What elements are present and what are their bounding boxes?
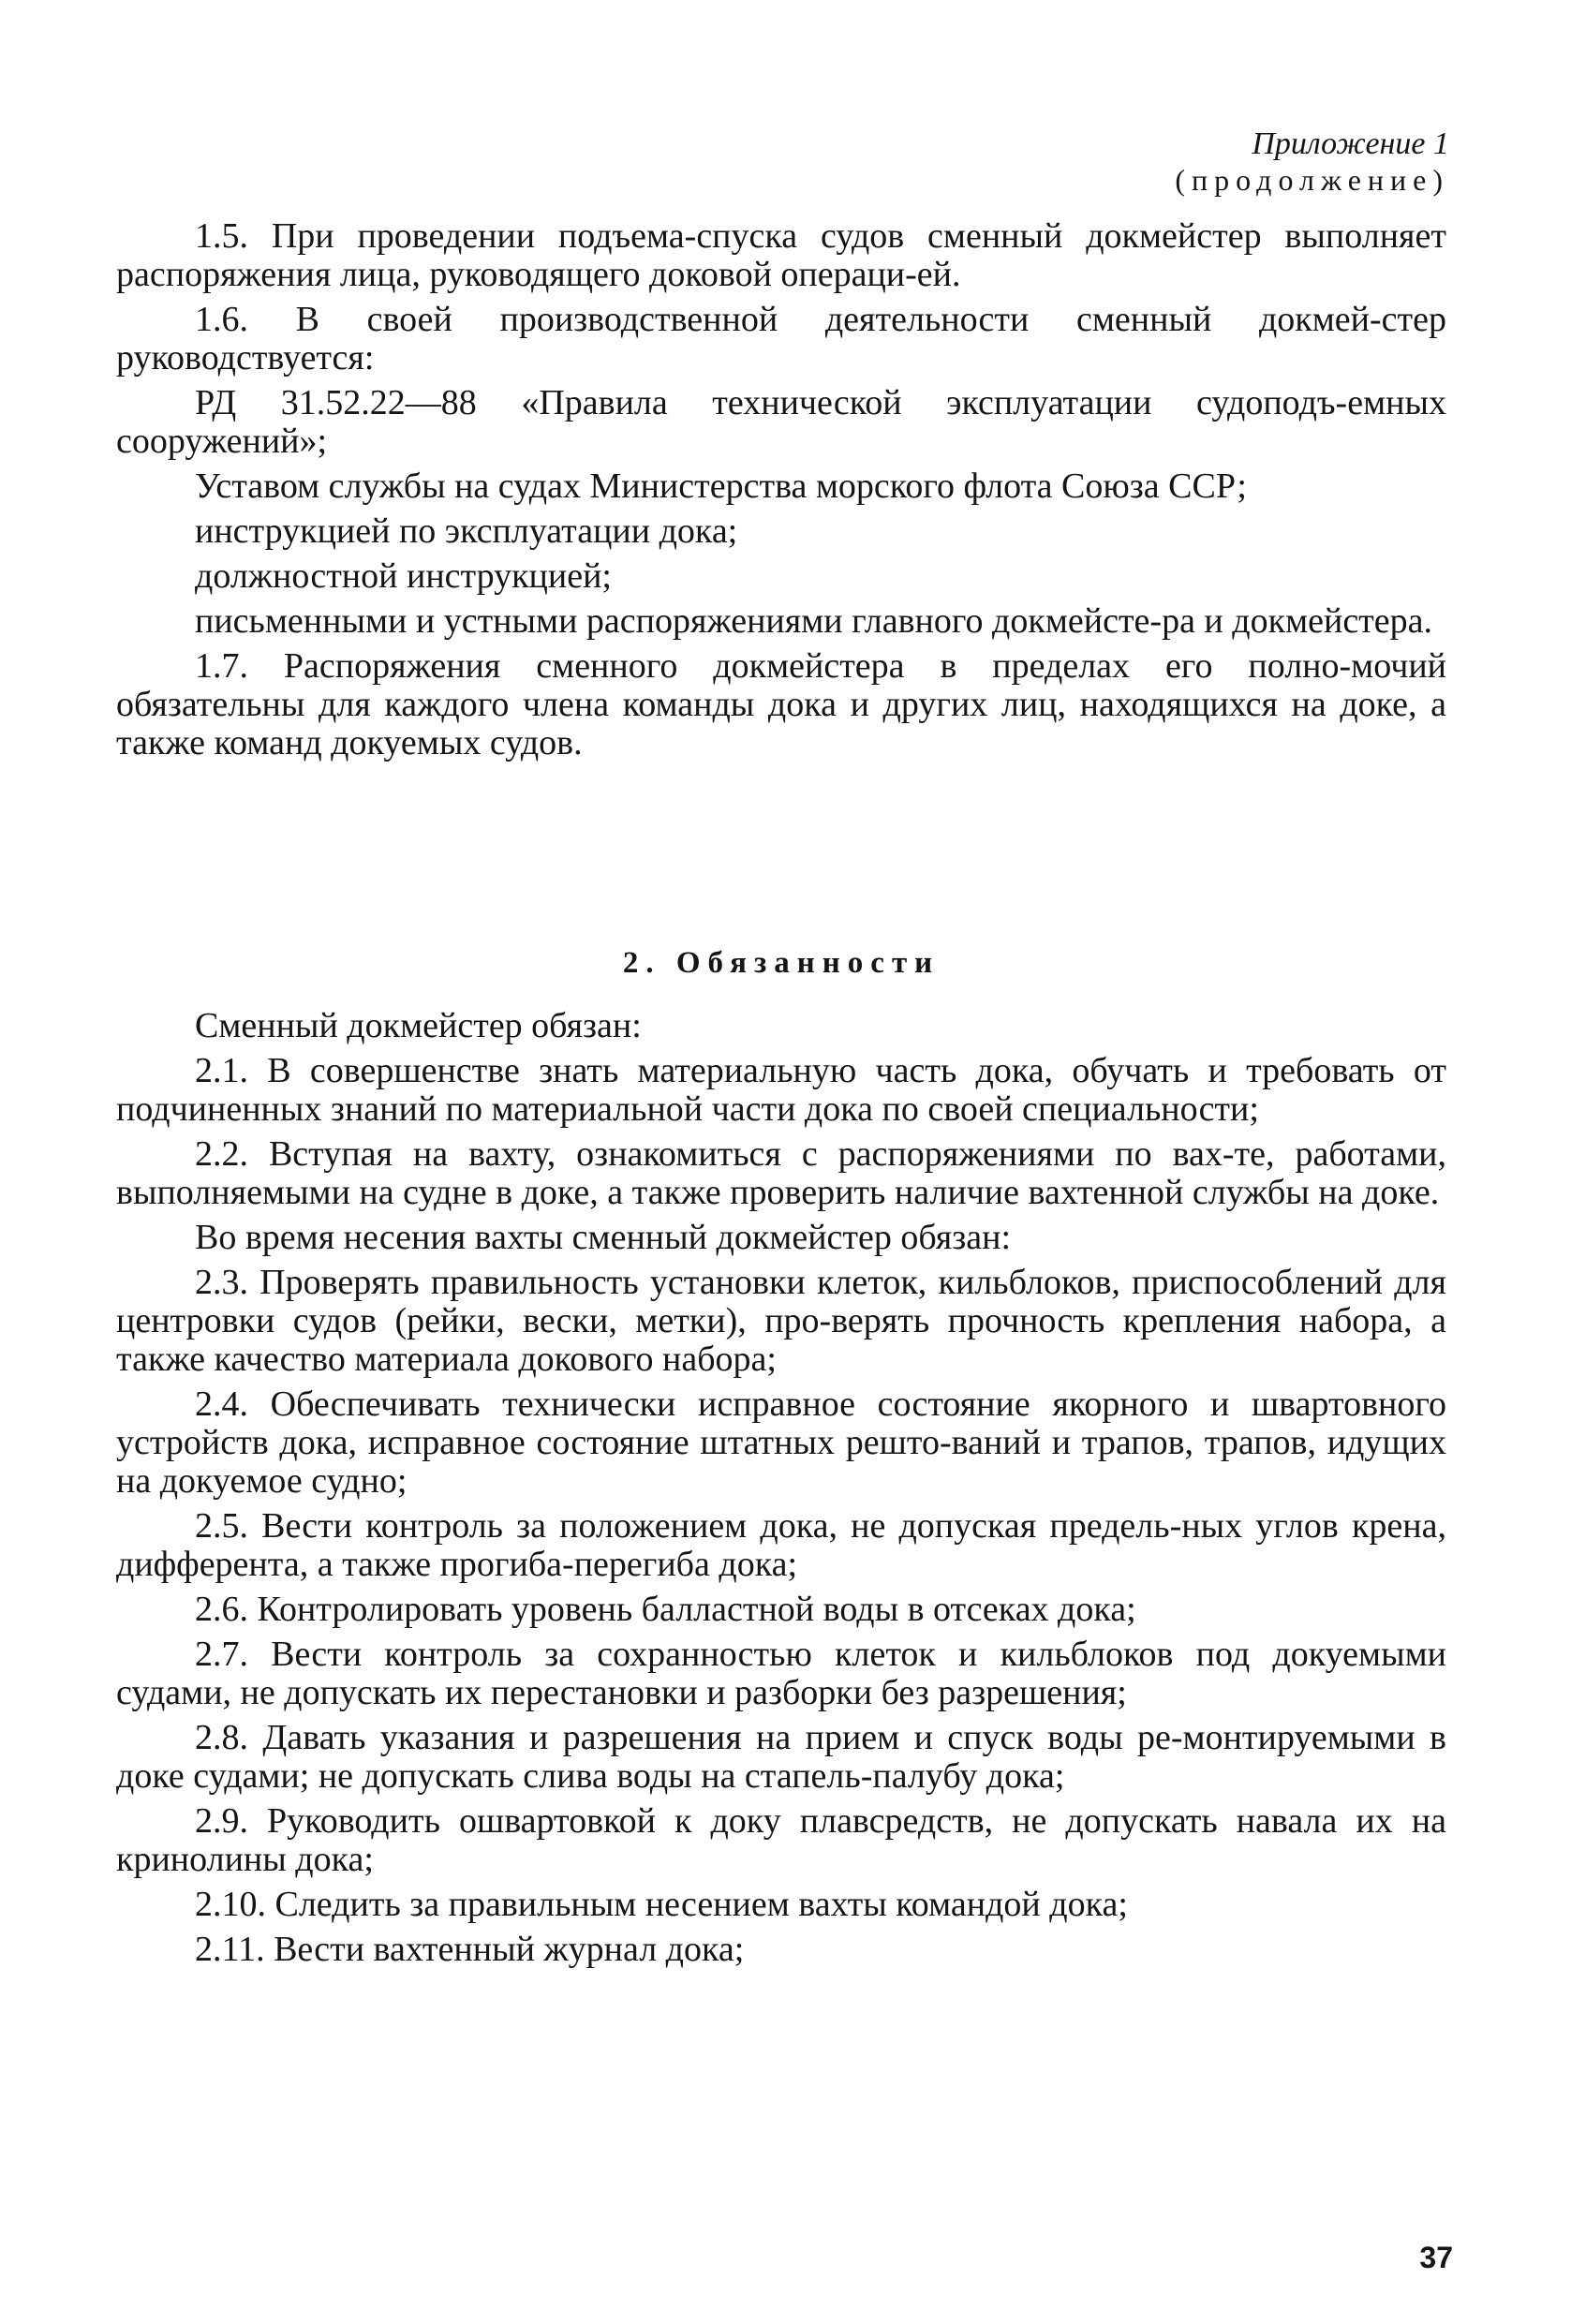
paragraph-1-7: 1.7. Распоряжения сменного докмейстера в пределах его полно-мочий обязательны для каждого члена команды дока и других лиц, находящихся на доке, а также команд докуемых судов. (116, 646, 1446, 762)
paragraph-2-6: 2.6. Контролировать уровень балластной воды в отсеках дока; (195, 1590, 1136, 1629)
paragraph-2-8: 2.8. Давать указания и разрешения на прием и спуск воды ре-монтируемыми в доке судами; не допускать слива воды на стапель-палубу дока; (116, 1718, 1446, 1796)
continuation-label: (продолжение) (1175, 163, 1449, 197)
paragraph-service-charter: Уставом службы на судах Министерства морского флота Союза ССР; (195, 466, 1247, 506)
section-1-text (116, 217, 1446, 769)
paragraph-watch-intro: Во время несения вахты сменный докмейстер обязан: (195, 1218, 1012, 1257)
paragraph-2-1: 2.1. В совершенстве знать материальную часть дока, обучать и требовать от подчиненных знаний по материальной части дока по своей специальности; (116, 1051, 1446, 1129)
page-number: 37 (1419, 2241, 1453, 2274)
paragraph-job-instruction: должностной инструкцией; (195, 556, 612, 596)
appendix-note (1175, 126, 1449, 198)
paragraph-dock-instruction: инструкцией по эксплуатации дока; (195, 511, 738, 551)
paragraph-2-10: 2.10. Следить за правильным несением вахты командой дока; (195, 1885, 1128, 1924)
paragraph-duties-intro: Сменный докмейстер обязан: (195, 1006, 642, 1045)
paragraph-2-9: 2.9. Руководить ошвартовкой к доку плавсредств, не допускать навала их на кринолины дока; (116, 1801, 1446, 1879)
appendix-label: Приложение 1 (1252, 126, 1449, 161)
paragraph-2-11: 2.11. Вести вахтенный журнал дока; (195, 1930, 745, 1969)
paragraph-written-orders: письменными и устными распоряжениями главного докмейсте-ра и докмейстера. (195, 601, 1433, 641)
paragraph-1-6: 1.6. В своей производственной деятельности сменный докмей-стер руководствуется: (116, 300, 1446, 377)
paragraph-rd-rules: РД 31.52.22—88 «Правила технической эксплуатации судоподъ-емных сооружений»; (116, 383, 1446, 461)
section-2-text (116, 1007, 1446, 1976)
paragraph-2-4: 2.4. Обеспечивать технически исправное состояние якорного и швартовного устройств дока, исправное состояние штатных решто-ваний и трапов, трапов, идущих на докуемое судно; (116, 1384, 1446, 1501)
section-2-heading: 2. Обязанности (622, 946, 941, 980)
paragraph-1-5: 1.5. При проведении подъема-спуска судов сменный докмейстер выполняет распоряжения лица, руководящего доковой операци-ей. (116, 216, 1446, 294)
paragraph-2-5: 2.5. Вести контроль за положением дока, не допуская предель-ных углов крена, дифферента, а также прогиба-перегиба дока; (116, 1506, 1446, 1584)
paragraph-2-7: 2.7. Вести контроль за сохранностью клеток и кильблоков под докуемыми судами, не допускать их перестановки и разборки без разрешения; (116, 1635, 1446, 1712)
paragraph-2-2: 2.2. Вступая на вахту, ознакомиться с распоряжениями по вах-те, работами, выполняемыми на судне в доке, а также проверить наличие вахтенной службы на доке. (116, 1134, 1446, 1212)
paragraph-2-3: 2.3. Проверять правильность установки клеток, кильблоков, приспособлений для центровки судов (рейки, вески, метки), про-верять прочность крепления набора, а также качество материала докового набора; (116, 1263, 1446, 1379)
